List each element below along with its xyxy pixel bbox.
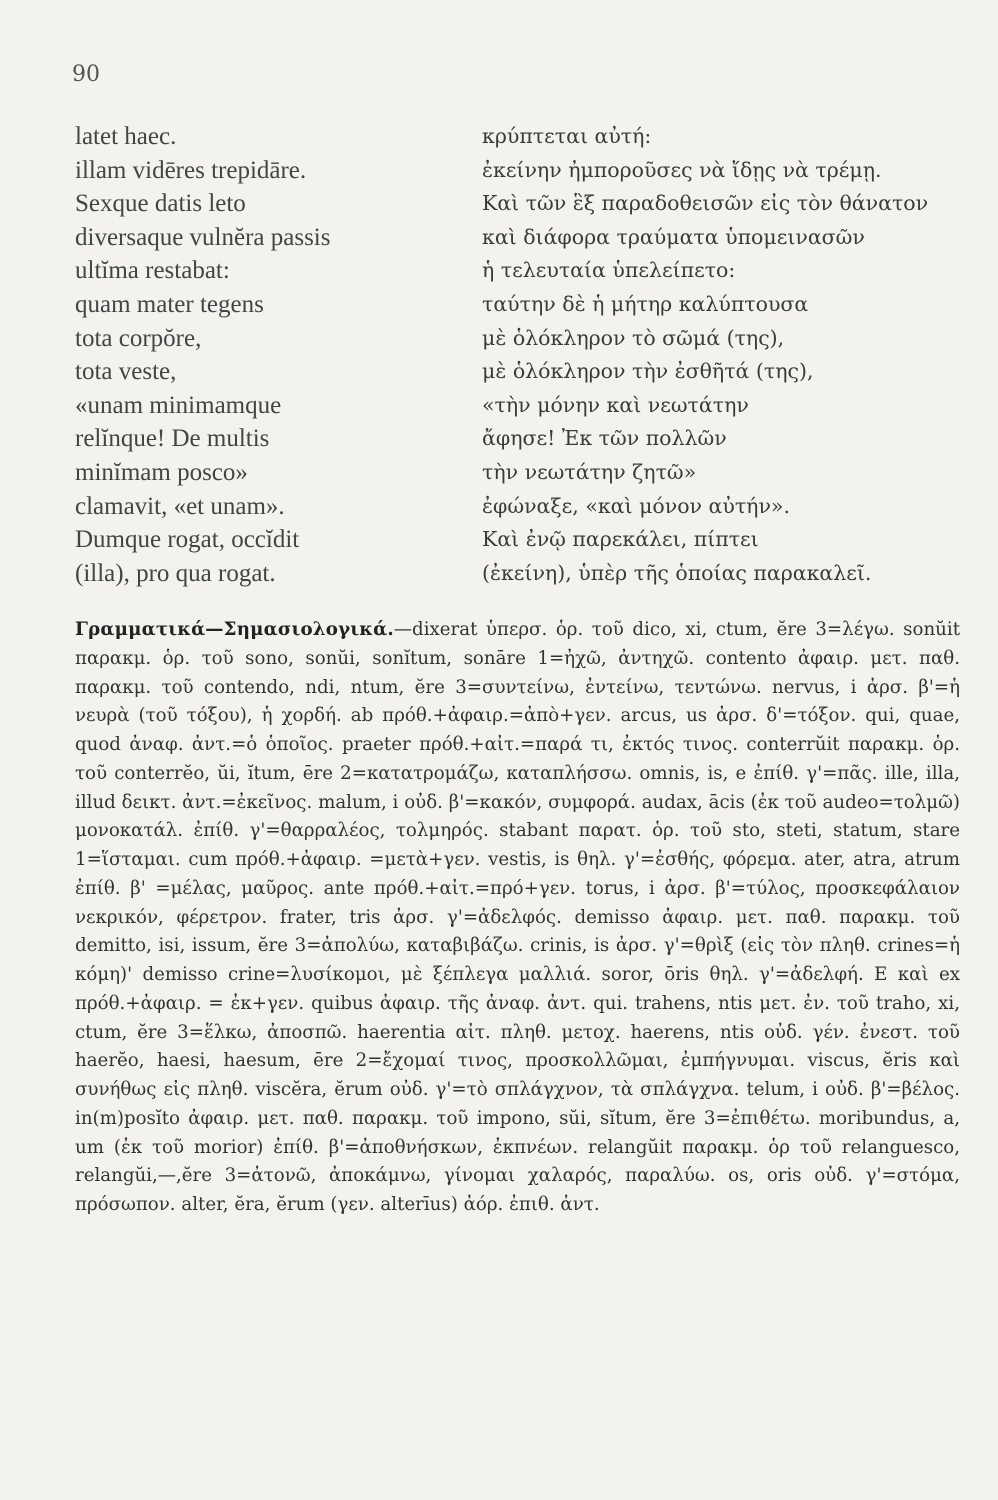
latin-line: illam vidēres trepidāre. [75,156,307,184]
latin-line: minĭmam posco» [75,458,248,486]
latin-line: quam mater tegens [75,290,264,318]
greek-line: μὲ ὁλόκληρον τὸ σῶμά (της), [482,325,785,350]
latin-line: latet haec. [75,123,177,150]
greek-line: (ἐκείνη), ὑπὲρ τῆς ὁποίας παρακαλεῖ. [482,560,872,585]
greek-line: ταύτην δὲ ἡ μήτηρ καλύπτουσα [482,291,809,316]
greek-line: ἄφησε! Ἐκ τῶν πολλῶν [482,426,727,451]
latin-line: diversaque vulnĕra passis [75,223,331,251]
greek-line: Καὶ ἐνῷ παρεκάλει, πίπτει [482,527,759,552]
greek-line: Καὶ τῶν ἓξ παραδοθεισῶν εἰς τὸν θάνατον [482,191,929,216]
notes-body: —dixerat ὑπερσ. ὁρ. τοῦ dico, xi, ctum, ĕre 3=λέγω. sonŭit παρακμ. ὁρ. τοῦ sono, sonŭi, sonĭtum, sonāre 1=ἠχῶ, ἀντηχῶ. contento ἀφαιρ. μετ. παθ. παρακμ. τοῦ contendo, ndi, ntum, ĕre 3=συντείνω, ἐντείνω, τεντώνω. nervus, i ἀρσ. β'=ἡ νευρὰ (τοῦ τόξου), ἡ χορδή. ab πρόθ.+ἀφαιρ.=ἀπὸ+γεν. arcus, us ἀρσ. δ'=τόξον. qui, quae, quod ἀναφ. ἀντ.=ὁ ὁποῖος. praeter πρόθ.+αἰτ.=παρά τι, ἐκτός τινος. conterrŭit παρακμ. ὁρ. τοῦ conterrĕo, ŭi, ĭtum, ēre 2=κατατρομάζω, καταπλήσσω. omnis, is, e ἐπίθ. γ'=πᾶς. ille, illa, illud δεικτ. ἀντ.=ἐκεῖνος. malum, i οὐδ. β'=κακόν, συμφορά. audax, ācis (ἐκ τοῦ audeo=τολμῶ) μονοκατάλ. ἐπίθ. γ'=θαρραλέος, τολμηρός. stabant παρατ. ὁρ. τοῦ sto, steti, statum, stare 1=ἵσταμαι. cum πρόθ.+ἀφαιρ. =μετὰ+γεν. vestis, is θηλ. γ'=ἐσθής, φόρεμα. ater, atra, atrum ἐπίθ. β' =μέλας, μαῦρος. ante πρόθ.+αἰτ.=πρό+γεν. torus, i ἀρσ. β'=τύλος, προσκεφάλαιον νεκρικόν, φέρετρον. frater, tris ἀρσ. γ'=ἀδελφός. demisso ἀφαιρ. μετ. παθ. παρακμ. τοῦ demitto, isi, issum, ĕre 3=ἀπολύω, καταβιβάζω. crinis, is ἀρσ. γ'=θρὶξ (εἰς τὸν πληθ. crines=ἡ κόμη)' demisso crine=λυσίκομοι, μὲ ξέπλεγα μαλλιά. soror, ōris θηλ. γ'=ἀδελφή. E καὶ ex πρόθ.+ἀφαιρ. = ἐκ+γεν. quibus ἀφαιρ. τῆς ἀναφ. ἀντ. qui. trahens, ntis μετ. ἐν. τοῦ traho, xi, ctum, ĕre 3=ἕλκω, ἀποσπῶ. haerentia αἰτ. πληθ. μετοχ. haerens, ntis οὐδ. γέν. ἐνεστ. τοῦ haerĕo, haesi, haesum, ēre 2=ἔχομαί τινος, προσκολλῶμαι, ἐμπήγνυμαι. viscus, ĕris καὶ συνήθως εἰς πληθ. viscĕra, ĕrum οὐδ. γ'=τὸ σπλάγχνον, τὰ σπλάγχνα. telum, i οὐδ. β'=βέλος. in(m)posĭto ἀφαιρ. μετ. παθ. παρακμ. τοῦ impono, sŭi, sĭtum, ĕre 3=ἐπιθέτω. moribundus, a, um (ἐκ τοῦ morior) ἐπίθ. β'=ἀποθνήσκων, ἐκπνέων. relangŭit παρακμ. ὁρ τοῦ relanguesco, relangŭi,—,ĕre 3=ἀτονῶ, ἀποκάμνω, γίνομαι χαλαρός, παραλύω. os, oris οὐδ. γ'=στόμα, πρόσωπον. alter, ĕra, ĕrum (γεν. alterīus) ἀόρ. ἐπιθ. ἀντ. [75,619,960,1215]
greek-line: ἐκείνην ἠμποροῦσες νὰ ἴδῃς νὰ τρέμῃ. [482,157,882,182]
latin-verse-column [75,120,465,590]
grammar-notes [75,616,960,1220]
latin-line: tota corpŏre, [75,324,202,352]
latin-line: Sexque datis leto [75,190,246,218]
latin-line: tota veste, [75,358,177,386]
latin-line: relĭnque! De multis [75,425,270,453]
latin-line: ultĭma restabat: [75,257,230,285]
greek-line: κρύπτεται αὐτή: [482,124,652,148]
greek-line: καὶ διάφορα τραύματα ὑπομεινασῶν [482,224,865,249]
greek-line: τὴν νεωτάτην ζητῶ» [482,459,697,484]
greek-line: ἡ τελευταία ὑπελείπετο: [482,258,736,283]
greek-line: «τὴν μόνην καὶ νεωτάτην [482,392,749,417]
greek-line: μὲ ὁλόκληρον τὴν ἐσθῆτά (της), [482,359,814,384]
greek-line: ἐφώναξε, «καὶ μόνον αὐτήν». [482,493,790,518]
page-number: 90 [72,62,100,87]
latin-line: Dumque rogat, occĭdit [75,526,300,554]
latin-line: clamavit, «et unam». [75,492,285,520]
latin-line: (illa), pro qua rogat. [75,559,276,587]
notes-heading: Γραμματικά—Σημασιολογικά. [75,619,394,640]
greek-translation-column [482,120,982,590]
latin-line: «unam minimamque [75,391,282,419]
